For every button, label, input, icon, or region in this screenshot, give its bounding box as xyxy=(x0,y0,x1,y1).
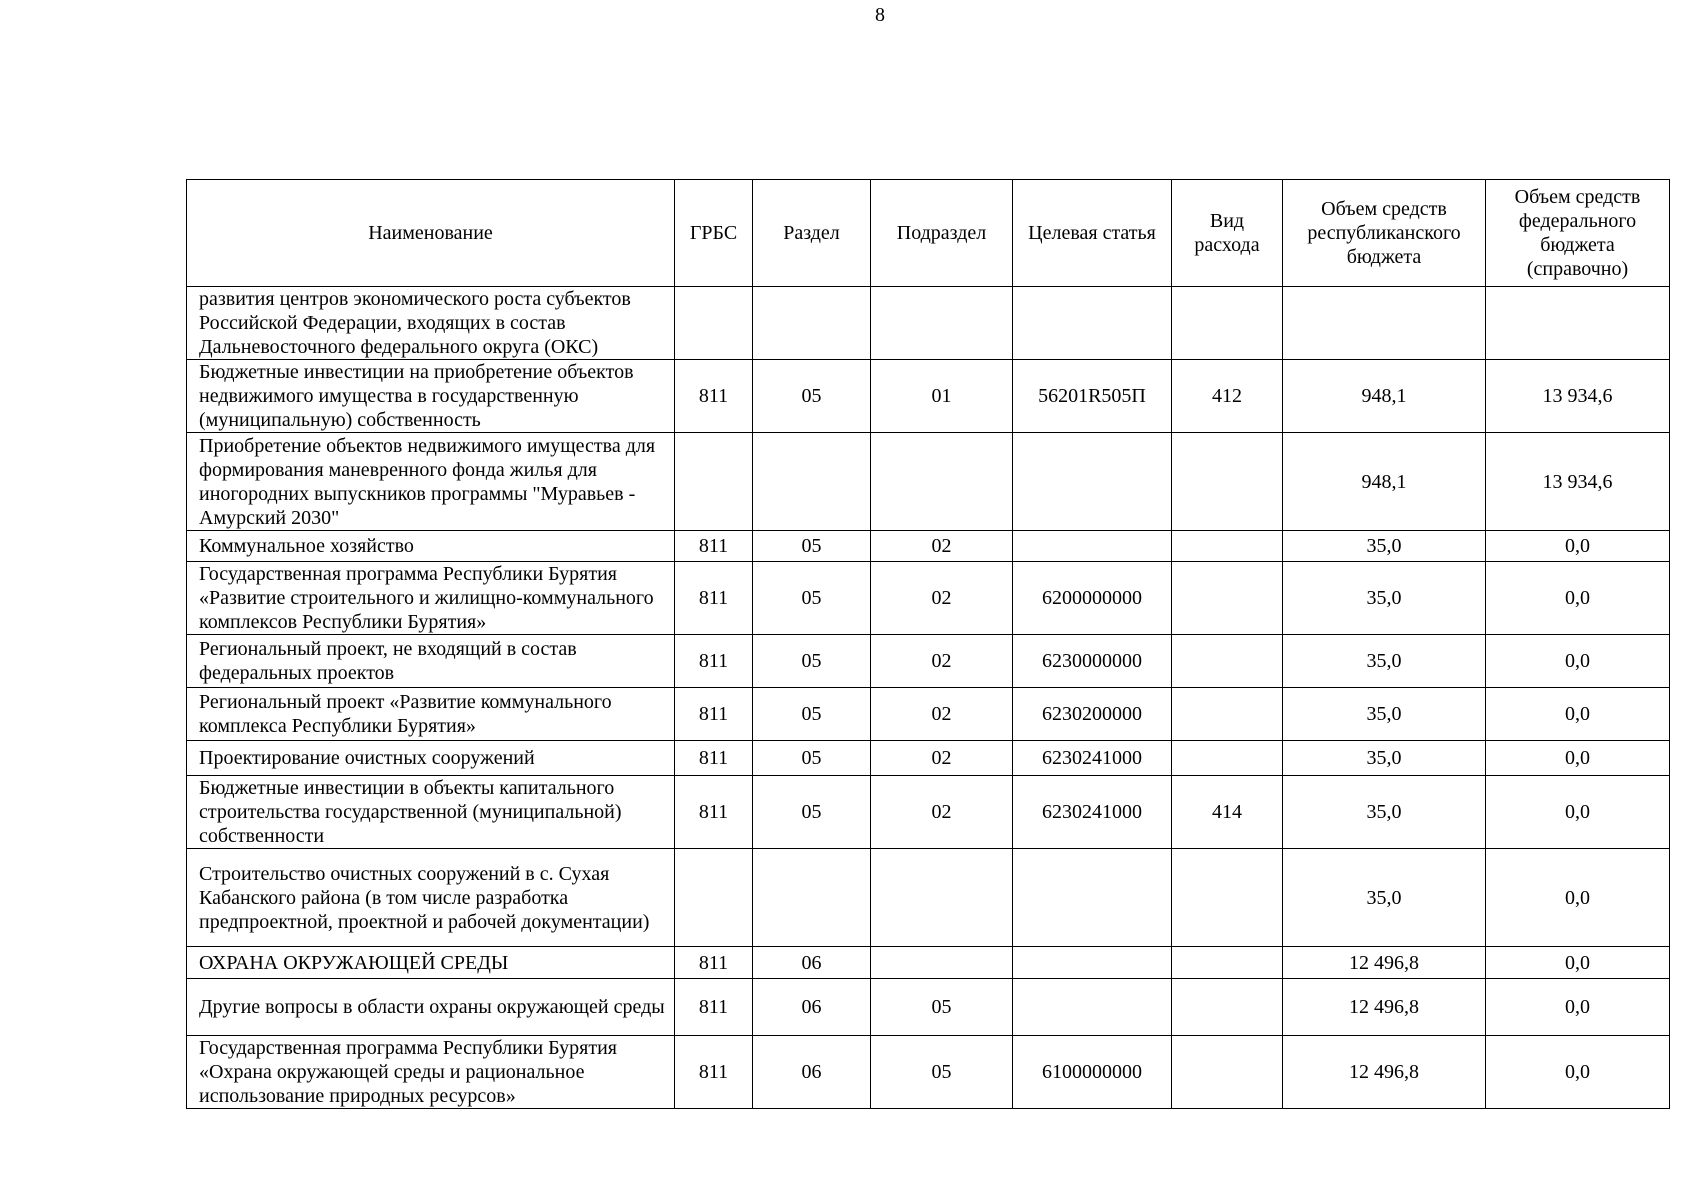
cell-subsection xyxy=(871,947,1013,979)
table-row xyxy=(187,947,1670,979)
cell-grbs: 811 xyxy=(675,947,753,979)
cell-expense-type xyxy=(1172,287,1283,360)
cell-federal-budget: 0,0 xyxy=(1486,531,1670,562)
cell-subsection: 05 xyxy=(871,979,1013,1036)
cell-grbs: 811 xyxy=(675,562,753,635)
column-header-subsection: Подраздел xyxy=(871,180,1013,287)
cell-subsection: 02 xyxy=(871,776,1013,849)
cell-subsection: 02 xyxy=(871,688,1013,741)
cell-section: 05 xyxy=(753,562,871,635)
cell-subsection xyxy=(871,433,1013,531)
cell-target: 6230241000 xyxy=(1013,776,1172,849)
table-header-row xyxy=(187,180,1670,287)
cell-republic-budget: 35,0 xyxy=(1283,688,1486,741)
cell-section: 05 xyxy=(753,741,871,776)
cell-name: Другие вопросы в области охраны окружающей среды xyxy=(187,979,675,1036)
cell-expense-type xyxy=(1172,741,1283,776)
cell-grbs xyxy=(675,849,753,947)
cell-grbs xyxy=(675,433,753,531)
cell-expense-type xyxy=(1172,531,1283,562)
cell-grbs xyxy=(675,287,753,360)
cell-expense-type xyxy=(1172,433,1283,531)
cell-name: Бюджетные инвестиции на приобретение объектов недвижимого имущества в государственную (муниципальную) собственность xyxy=(187,360,675,433)
budget-table xyxy=(186,179,1670,1109)
cell-republic-budget: 35,0 xyxy=(1283,635,1486,688)
cell-name: развития центров экономического роста субъектов Российской Федерации, входящих в состав Дальневосточного федерального округа (ОКС) xyxy=(187,287,675,360)
table-row xyxy=(187,287,1670,360)
cell-name: Региональный проект, не входящий в состав федеральных проектов xyxy=(187,635,675,688)
cell-target xyxy=(1013,947,1172,979)
cell-name: Приобретение объектов недвижимого имущества для формирования маневренного фонда жилья для иногородних выпускников программы "Муравьев - Амурский 2030" xyxy=(187,433,675,531)
cell-section xyxy=(753,849,871,947)
cell-federal-budget: 0,0 xyxy=(1486,947,1670,979)
cell-republic-budget: 948,1 xyxy=(1283,360,1486,433)
column-header-expense-type: Вид расхода xyxy=(1172,180,1283,287)
cell-subsection: 02 xyxy=(871,562,1013,635)
cell-name: Региональный проект «Развитие коммунального комплекса Республики Бурятия» xyxy=(187,688,675,741)
cell-federal-budget: 0,0 xyxy=(1486,1036,1670,1109)
cell-federal-budget: 0,0 xyxy=(1486,849,1670,947)
cell-expense-type xyxy=(1172,1036,1283,1109)
cell-section: 05 xyxy=(753,776,871,849)
cell-section: 06 xyxy=(753,979,871,1036)
cell-expense-type xyxy=(1172,947,1283,979)
cell-federal-budget xyxy=(1486,287,1670,360)
cell-target: 6230200000 xyxy=(1013,688,1172,741)
cell-section: 05 xyxy=(753,531,871,562)
cell-section: 06 xyxy=(753,1036,871,1109)
cell-grbs: 811 xyxy=(675,688,753,741)
column-header-name: Наименование xyxy=(187,180,675,287)
cell-name: Бюджетные инвестиции в объекты капитального строительства государственной (муниципальной) собственности xyxy=(187,776,675,849)
cell-expense-type xyxy=(1172,849,1283,947)
cell-target: 6230000000 xyxy=(1013,635,1172,688)
cell-grbs: 811 xyxy=(675,979,753,1036)
cell-grbs: 811 xyxy=(675,531,753,562)
table-row xyxy=(187,635,1670,688)
table-row xyxy=(187,849,1670,947)
cell-federal-budget: 0,0 xyxy=(1486,635,1670,688)
cell-target: 6100000000 xyxy=(1013,1036,1172,1109)
cell-section: 05 xyxy=(753,360,871,433)
cell-federal-budget: 0,0 xyxy=(1486,741,1670,776)
cell-subsection: 02 xyxy=(871,531,1013,562)
cell-subsection xyxy=(871,287,1013,360)
cell-target xyxy=(1013,433,1172,531)
cell-republic-budget: 948,1 xyxy=(1283,433,1486,531)
cell-subsection xyxy=(871,849,1013,947)
cell-name: Государственная программа Республики Бурятия «Охрана окружающей среды и рациональное использование природных ресурсов» xyxy=(187,1036,675,1109)
table-row xyxy=(187,1036,1670,1109)
cell-republic-budget: 12 496,8 xyxy=(1283,1036,1486,1109)
cell-section: 05 xyxy=(753,688,871,741)
cell-target xyxy=(1013,287,1172,360)
cell-target: 6230241000 xyxy=(1013,741,1172,776)
column-header-target: Целевая статья xyxy=(1013,180,1172,287)
table-row xyxy=(187,688,1670,741)
cell-republic-budget: 35,0 xyxy=(1283,531,1486,562)
column-header-grbs: ГРБС xyxy=(675,180,753,287)
table-row xyxy=(187,531,1670,562)
cell-federal-budget: 0,0 xyxy=(1486,776,1670,849)
cell-expense-type: 412 xyxy=(1172,360,1283,433)
cell-republic-budget: 12 496,8 xyxy=(1283,979,1486,1036)
cell-target: 56201R505П xyxy=(1013,360,1172,433)
cell-section: 05 xyxy=(753,635,871,688)
cell-grbs: 811 xyxy=(675,1036,753,1109)
cell-expense-type xyxy=(1172,979,1283,1036)
table-row xyxy=(187,562,1670,635)
cell-section xyxy=(753,433,871,531)
cell-expense-type xyxy=(1172,688,1283,741)
table-row xyxy=(187,776,1670,849)
cell-republic-budget xyxy=(1283,287,1486,360)
cell-subsection: 02 xyxy=(871,741,1013,776)
cell-republic-budget: 35,0 xyxy=(1283,776,1486,849)
cell-federal-budget: 13 934,6 xyxy=(1486,433,1670,531)
cell-grbs: 811 xyxy=(675,776,753,849)
cell-republic-budget: 12 496,8 xyxy=(1283,947,1486,979)
table-row xyxy=(187,433,1670,531)
cell-name: ОХРАНА ОКРУЖАЮЩЕЙ СРЕДЫ xyxy=(187,947,675,979)
cell-grbs: 811 xyxy=(675,360,753,433)
cell-name: Проектирование очистных сооружений xyxy=(187,741,675,776)
table-row xyxy=(187,741,1670,776)
cell-grbs: 811 xyxy=(675,741,753,776)
cell-section: 06 xyxy=(753,947,871,979)
column-header-republic-budget: Объем средств республиканского бюджета xyxy=(1283,180,1486,287)
cell-federal-budget: 13 934,6 xyxy=(1486,360,1670,433)
cell-federal-budget: 0,0 xyxy=(1486,562,1670,635)
column-header-section: Раздел xyxy=(753,180,871,287)
cell-grbs: 811 xyxy=(675,635,753,688)
cell-republic-budget: 35,0 xyxy=(1283,741,1486,776)
cell-name: Государственная программа Республики Бурятия «Развитие строительного и жилищно-коммунального комплексов Республики Бурятия» xyxy=(187,562,675,635)
cell-section xyxy=(753,287,871,360)
cell-republic-budget: 35,0 xyxy=(1283,562,1486,635)
cell-expense-type: 414 xyxy=(1172,776,1283,849)
cell-name: Строительство очистных сооружений в с. Сухая Кабанского района (в том числе разработка предпроектной, проектной и рабочей документации) xyxy=(187,849,675,947)
cell-republic-budget: 35,0 xyxy=(1283,849,1486,947)
cell-expense-type xyxy=(1172,635,1283,688)
cell-target: 6200000000 xyxy=(1013,562,1172,635)
cell-target xyxy=(1013,849,1172,947)
cell-subsection: 05 xyxy=(871,1036,1013,1109)
cell-expense-type xyxy=(1172,562,1283,635)
page-number: 8 xyxy=(875,4,885,26)
table-row xyxy=(187,979,1670,1036)
cell-federal-budget: 0,0 xyxy=(1486,688,1670,741)
column-header-federal-budget: Объем средств федерального бюджета (справочно) xyxy=(1486,180,1670,287)
table-row xyxy=(187,360,1670,433)
cell-target xyxy=(1013,979,1172,1036)
cell-federal-budget: 0,0 xyxy=(1486,979,1670,1036)
cell-subsection: 02 xyxy=(871,635,1013,688)
cell-target xyxy=(1013,531,1172,562)
cell-name: Коммунальное хозяйство xyxy=(187,531,675,562)
cell-subsection: 01 xyxy=(871,360,1013,433)
